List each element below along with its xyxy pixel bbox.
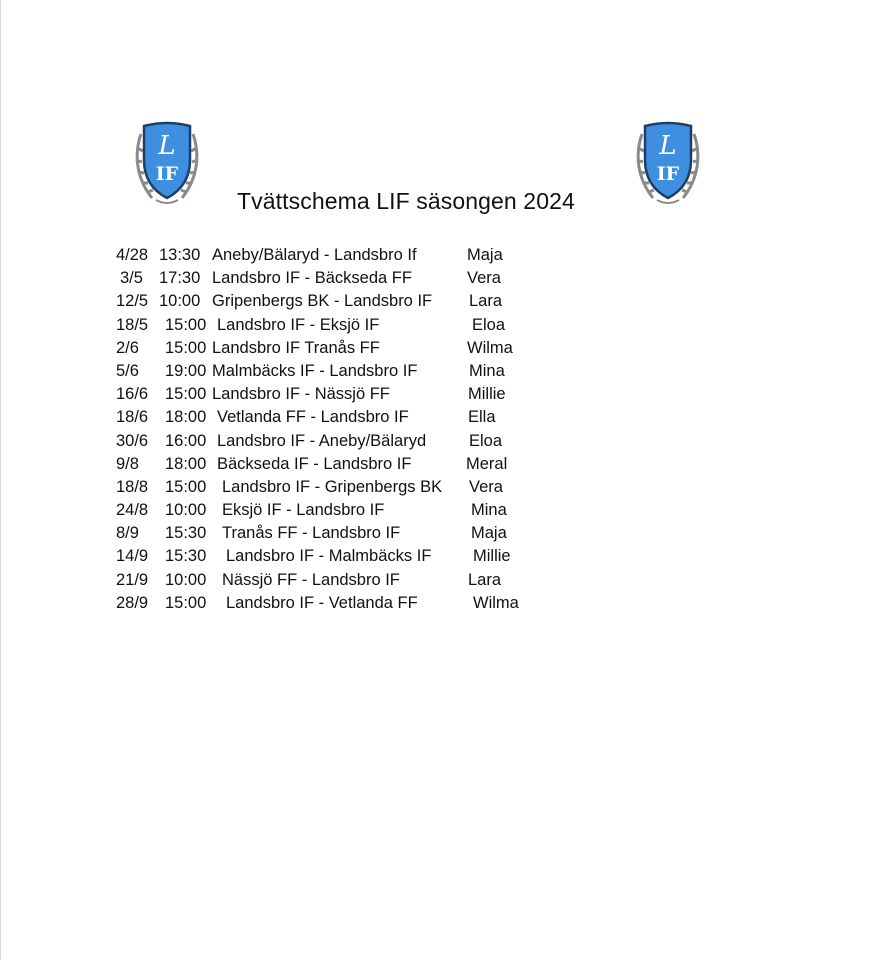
schedule-row: [0, 569, 879, 592]
match-date: 14/9: [116, 547, 149, 566]
wash-person: Vera: [469, 477, 503, 496]
match-teams: Landsbro IF Tranås FF: [212, 338, 380, 357]
schedule-row: [0, 244, 879, 267]
match-date: 18/5: [116, 315, 149, 334]
match-time: 18:00: [165, 454, 207, 473]
match-date: 3/5: [120, 269, 143, 288]
match-teams: Malmbäcks IF - Landsbro IF: [212, 361, 418, 380]
match-time: 10:00: [165, 501, 207, 520]
match-date: 5/6: [116, 361, 139, 380]
match-date: 4/28: [116, 246, 149, 264]
schedule-row: [0, 314, 879, 337]
match-time: 15:30: [165, 524, 207, 543]
logo-letter-l: L: [158, 131, 176, 161]
match-time: 15:00: [165, 338, 207, 357]
schedule-row: [0, 592, 879, 615]
match-date: 28/9: [116, 593, 149, 612]
schedule-row: [0, 360, 879, 383]
match-date: 21/9: [116, 570, 149, 589]
page-title: Tvättschema LIF säsongen 2024: [237, 188, 575, 214]
match-time: 15:00: [165, 477, 207, 496]
logo-letters-if: IF: [155, 163, 179, 185]
schedule-row: [0, 430, 879, 453]
schedule-row: [0, 522, 879, 545]
match-time: 15:00: [165, 385, 207, 404]
wash-person: Mina: [469, 361, 505, 380]
match-time: 15:30: [165, 547, 207, 566]
match-teams: Landsbro IF - Bäckseda FF: [212, 269, 412, 288]
match-time: 10:00: [165, 570, 207, 589]
match-teams: Landsbro IF - Malmbäcks IF: [226, 547, 432, 566]
match-date: 12/5: [116, 292, 149, 311]
wash-person: Wilma: [467, 338, 513, 357]
wash-person: Eloa: [469, 431, 503, 450]
match-teams: Landsbro IF - Eksjö IF: [217, 315, 380, 334]
match-teams: Bäckseda IF - Landsbro IF: [217, 454, 412, 473]
match-time: 13:30: [159, 246, 201, 264]
match-time: 15:00: [165, 315, 207, 334]
wash-person: Wilma: [473, 593, 519, 612]
match-time: 10:00: [159, 292, 201, 311]
wash-person: Millie: [468, 385, 506, 404]
club-crest-logo-left: [132, 120, 202, 206]
match-teams: Nässjö FF - Landsbro IF: [222, 570, 400, 589]
wash-person: Maja: [471, 524, 507, 543]
match-date: 9/8: [116, 454, 139, 473]
match-date: 2/6: [116, 338, 139, 357]
match-teams: Landsbro IF - Vetlanda FF: [226, 593, 418, 612]
wash-person: Ella: [468, 408, 496, 427]
schedule-row: [0, 267, 879, 290]
wash-person: Eloa: [472, 315, 506, 334]
match-date: 8/9: [116, 524, 139, 543]
match-teams: Tranås FF - Landsbro IF: [222, 524, 401, 543]
match-date: 18/6: [116, 408, 149, 427]
match-date: 24/8: [116, 501, 149, 520]
schedule-row: [0, 499, 879, 522]
match-teams: Eksjö IF - Landsbro IF: [222, 501, 385, 520]
schedule-row: [0, 290, 879, 313]
schedule-row: [0, 453, 879, 476]
match-time: 17:30: [159, 269, 201, 288]
match-teams: Landsbro IF - Gripenbergs BK: [222, 477, 443, 496]
logo-letters-if: IF: [656, 163, 680, 185]
match-time: 18:00: [165, 408, 207, 427]
match-teams: Aneby/Bälaryd - Landsbro If: [212, 246, 417, 264]
wash-person: Meral: [466, 454, 508, 473]
wash-person: Vera: [467, 269, 501, 288]
wash-person: Mina: [471, 501, 507, 520]
wash-person: Lara: [468, 570, 502, 589]
logo-letter-l: L: [659, 131, 677, 161]
schedule-row: [0, 476, 879, 499]
schedule-row: [0, 383, 879, 406]
wash-person: Millie: [473, 547, 511, 566]
match-date: 16/6: [116, 385, 149, 404]
schedule-row: [0, 406, 879, 429]
match-time: 19:00: [165, 361, 207, 380]
wash-person: Lara: [469, 292, 503, 311]
match-teams: Landsbro IF - Nässjö FF: [212, 385, 390, 404]
schedule-row: [0, 337, 879, 360]
match-date: 18/8: [116, 477, 149, 496]
match-time: 15:00: [165, 593, 207, 612]
club-crest-logo-right: [633, 120, 703, 206]
wash-schedule-list: [0, 244, 879, 615]
match-time: 16:00: [165, 431, 207, 450]
match-teams: Gripenbergs BK - Landsbro IF: [212, 292, 433, 311]
match-teams: Landsbro IF - Aneby/Bälaryd: [217, 431, 427, 450]
match-teams: Vetlanda FF - Landsbro IF: [217, 408, 409, 427]
match-date: 30/6: [116, 431, 149, 450]
schedule-row: [0, 545, 879, 568]
wash-person: Maja: [467, 246, 503, 264]
